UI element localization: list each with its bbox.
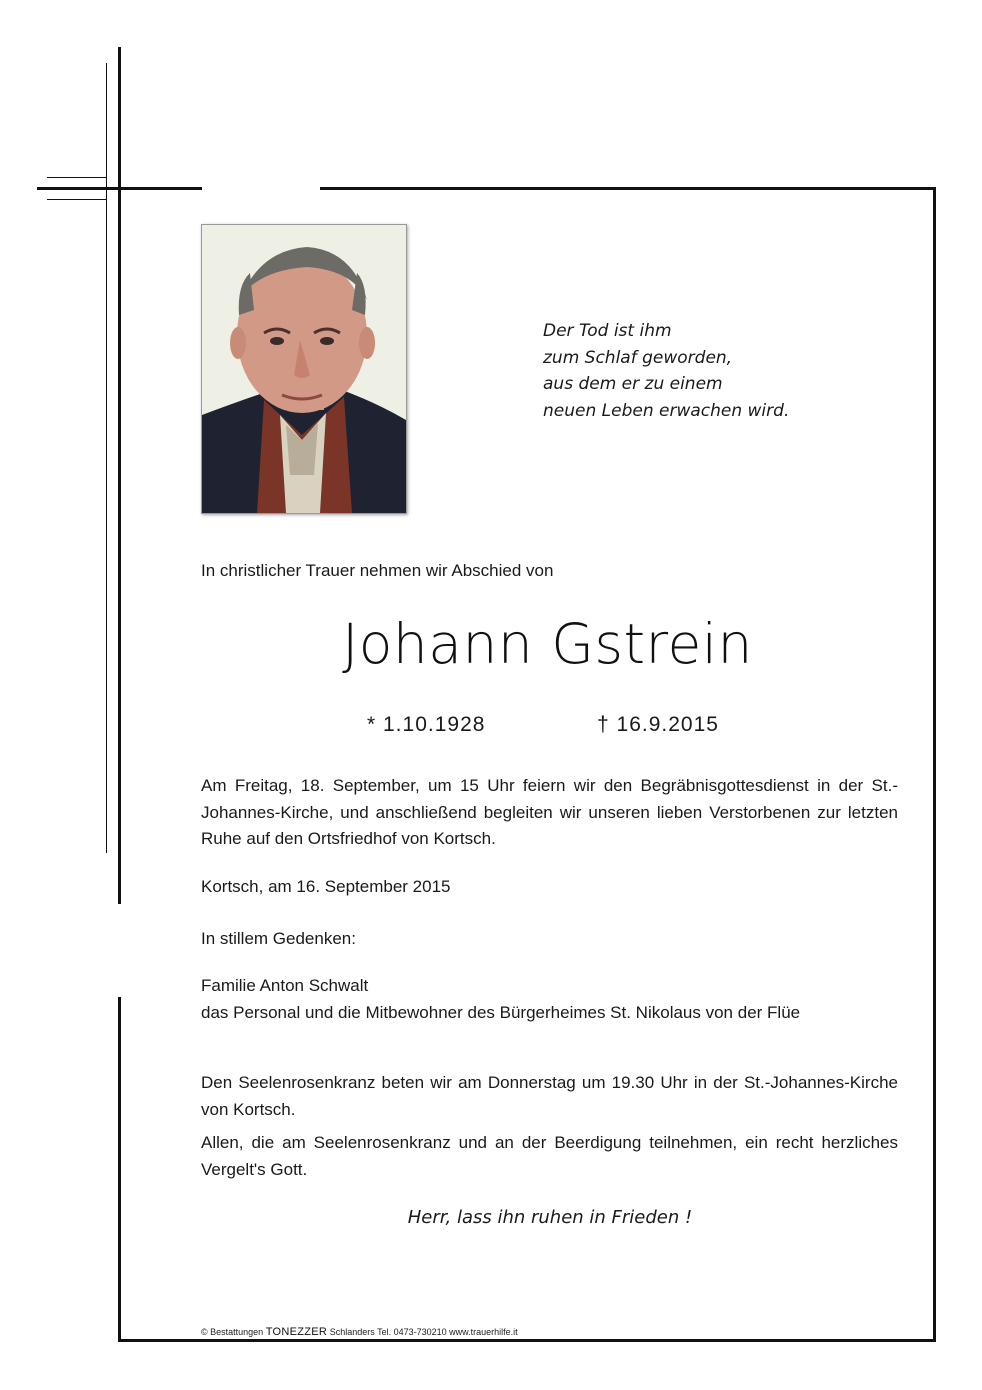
mourner-line: das Personal und die Mitbewohner des Bürgerheimes St. Nikolaus von der Flüe xyxy=(201,1002,801,1022)
closing-prayer: Herr, lass ihn ruhen in Frieden ! xyxy=(407,1207,693,1228)
death-date: † 16.9.2015 xyxy=(597,713,719,736)
quote-line: neuen Leben erwachen wird. xyxy=(543,400,790,421)
rosary-text: Den Seelenrosenkranz beten wir am Donnerstag um 19.30 Uhr in der St.-Johannes-Kirche von Kortsch. xyxy=(201,1073,898,1119)
mourner-line: Familie Anton Schwalt xyxy=(201,976,369,995)
cross-horizontal-thin xyxy=(47,177,107,178)
frame-top xyxy=(320,187,936,190)
intro-text: In christlicher Trauer nehmen wir Abschied von xyxy=(201,561,554,580)
quote-line: zum Schlaf geworden, xyxy=(543,347,733,368)
frame-right xyxy=(933,187,936,1342)
place-date: Kortsch, am 16. September 2015 xyxy=(201,877,451,896)
memory-heading: In stillem Gedenken: xyxy=(201,929,356,948)
frame-bottom xyxy=(118,1339,936,1342)
footer-brand: TONEZZER xyxy=(265,1326,328,1338)
portrait-photo xyxy=(201,224,407,514)
footer-credit xyxy=(201,1326,518,1338)
mourners-list xyxy=(201,973,898,1026)
footer-prefix: © Bestattungen xyxy=(201,1327,264,1337)
birth-date: * 1.10.1928 xyxy=(367,713,486,736)
quote-line: aus dem er zu einem xyxy=(543,374,723,394)
funeral-text: Am Freitag, 18. September, um 15 Uhr feiern wir den Begräbnisgottesdienst in der St.-Johannes-Kirche, und anschließend begleiten wir unseren lieben Verstorbenen zur letzten Ruhe auf den Ortsfriedhof von Kortsch. xyxy=(201,776,898,848)
cross-vertical-main xyxy=(118,47,121,904)
cross-vertical-thin xyxy=(106,63,107,853)
deceased-name: Johann Gstrein xyxy=(342,612,753,676)
thanks-text: Allen, die am Seelenrosenkranz und an der Beerdigung teilnehmen, ein recht herzliches Vergelt's Gott. xyxy=(201,1133,898,1179)
cross-horizontal-main xyxy=(37,187,202,190)
frame-left-lower xyxy=(118,997,121,1342)
memorial-quote xyxy=(543,318,789,424)
footer-suffix: Schlanders Tel. 0473-730210 www.trauerhilfe.it xyxy=(329,1327,518,1337)
quote-line: Der Tod ist ihm xyxy=(543,321,672,341)
cross-horizontal-thin-lower xyxy=(47,199,107,200)
